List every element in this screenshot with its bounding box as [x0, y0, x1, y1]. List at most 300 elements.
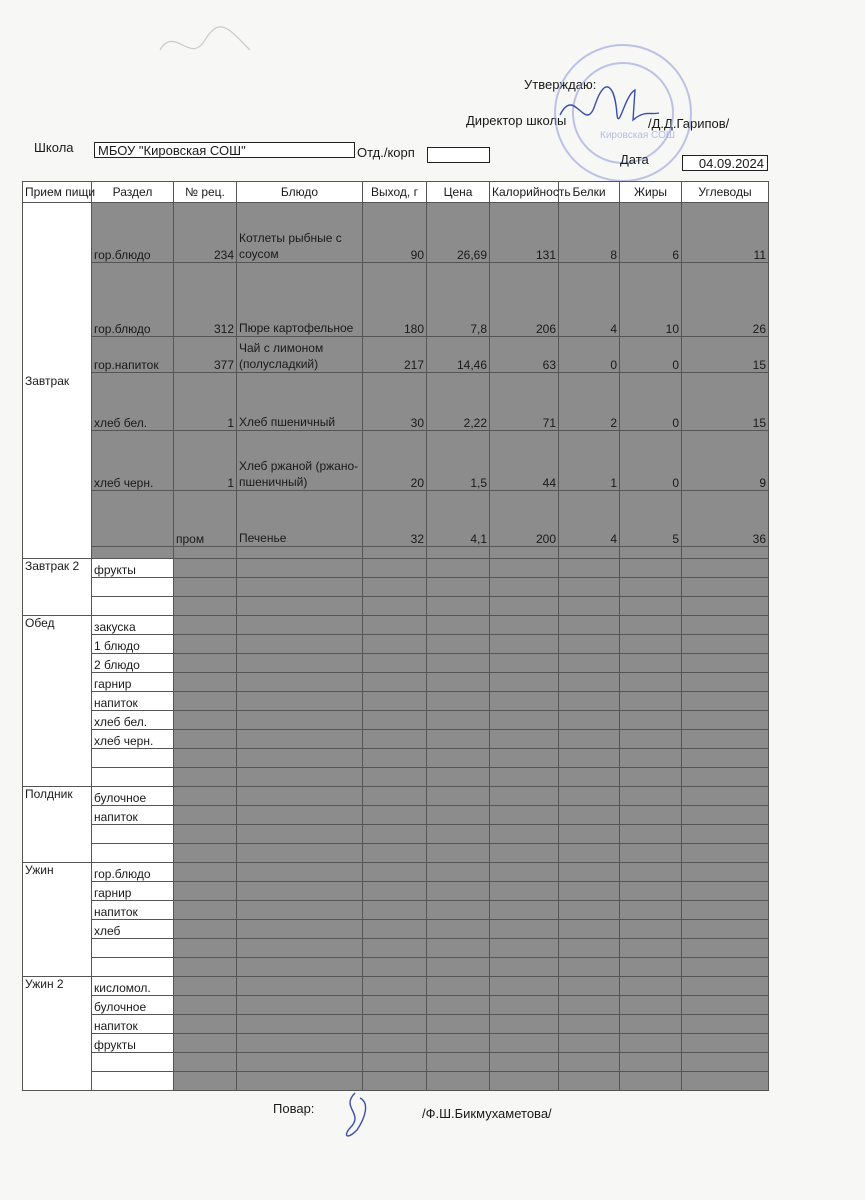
yield-cell: 20	[363, 431, 427, 491]
empty-cell	[427, 711, 490, 730]
empty-cell	[237, 901, 363, 920]
empty-cell	[559, 578, 620, 597]
recipe-cell: 1	[174, 373, 237, 431]
table-row	[23, 597, 769, 616]
faint-handwriting	[150, 20, 260, 70]
empty-cell	[237, 711, 363, 730]
table-row	[23, 787, 769, 806]
empty-cell	[363, 1053, 427, 1072]
carbs-cell: 36	[682, 491, 769, 547]
empty-cell	[427, 768, 490, 787]
empty-cell	[559, 882, 620, 901]
section-cell	[92, 958, 174, 977]
empty-cell	[620, 1015, 682, 1034]
empty-cell	[490, 1015, 559, 1034]
empty-cell	[174, 958, 237, 977]
section-cell: хлеб	[92, 920, 174, 939]
empty-cell	[237, 673, 363, 692]
kcal-cell: 71	[490, 373, 559, 431]
empty-cell	[237, 844, 363, 863]
protein-cell: 8	[559, 203, 620, 263]
empty-cell	[682, 1015, 769, 1034]
empty-cell	[559, 1034, 620, 1053]
empty-cell	[174, 578, 237, 597]
section-cell	[92, 825, 174, 844]
empty-cell	[559, 654, 620, 673]
dish-cell: Хлеб ржаной (ржано-пшеничный)	[237, 431, 363, 491]
empty-cell	[427, 559, 490, 578]
empty-cell	[559, 559, 620, 578]
table-row	[23, 578, 769, 597]
empty-cell	[174, 1053, 237, 1072]
approve-label: Утверждаю:	[524, 77, 597, 92]
section-cell: закуска	[92, 616, 174, 635]
empty-cell	[490, 597, 559, 616]
empty-cell	[490, 692, 559, 711]
price-cell: 2,22	[427, 373, 490, 431]
section-cell: булочное	[92, 996, 174, 1015]
empty-cell	[559, 920, 620, 939]
empty-cell	[174, 635, 237, 654]
section-cell: хлеб черн.	[92, 431, 174, 491]
empty-cell	[427, 787, 490, 806]
section-cell	[92, 597, 174, 616]
empty-cell	[620, 882, 682, 901]
table-row	[23, 431, 769, 491]
empty-cell	[427, 920, 490, 939]
fat-cell: 0	[620, 431, 682, 491]
section-cell: гарнир	[92, 882, 174, 901]
empty-cell	[559, 806, 620, 825]
empty-cell	[237, 863, 363, 882]
recipe-cell: 377	[174, 337, 237, 373]
recipe-cell: пром	[174, 491, 237, 547]
table-row	[23, 673, 769, 692]
empty-cell	[427, 692, 490, 711]
dish-cell: Печенье	[237, 491, 363, 547]
empty-cell	[682, 768, 769, 787]
table-row	[23, 977, 769, 996]
section-cell	[92, 1053, 174, 1072]
carbs-cell: 11	[682, 203, 769, 263]
empty-cell	[682, 920, 769, 939]
empty-cell	[559, 939, 620, 958]
empty-cell	[620, 692, 682, 711]
table-row	[23, 491, 769, 547]
empty-cell	[174, 901, 237, 920]
empty-cell	[427, 616, 490, 635]
carbs-cell: 26	[682, 263, 769, 337]
empty-cell	[620, 996, 682, 1015]
kcal-cell: 206	[490, 263, 559, 337]
empty-cell	[682, 1072, 769, 1091]
empty-cell	[427, 578, 490, 597]
empty-cell	[559, 597, 620, 616]
empty-cell	[620, 825, 682, 844]
empty-cell	[174, 749, 237, 768]
empty-cell	[363, 825, 427, 844]
empty-cell	[559, 844, 620, 863]
yield-cell: 90	[363, 203, 427, 263]
section-cell: напиток	[92, 901, 174, 920]
col-dish: Блюдо	[237, 182, 363, 203]
empty-cell	[363, 673, 427, 692]
empty-cell	[427, 1072, 490, 1091]
section-cell: 2 блюдо	[92, 654, 174, 673]
empty-cell	[363, 711, 427, 730]
empty-cell	[682, 977, 769, 996]
empty-cell	[237, 578, 363, 597]
empty-cell	[490, 730, 559, 749]
section-cell: 1 блюдо	[92, 635, 174, 654]
empty-cell	[237, 692, 363, 711]
price-cell: 4,1	[427, 491, 490, 547]
empty-cell	[620, 730, 682, 749]
empty-cell	[237, 749, 363, 768]
empty-cell	[490, 806, 559, 825]
fat-cell: 0	[620, 373, 682, 431]
empty-cell	[490, 635, 559, 654]
empty-cell	[490, 1053, 559, 1072]
empty-cell	[682, 673, 769, 692]
empty-cell	[237, 654, 363, 673]
protein-cell: 2	[559, 373, 620, 431]
empty-cell	[620, 1034, 682, 1053]
empty-cell	[682, 616, 769, 635]
empty-cell	[559, 977, 620, 996]
table-row	[23, 939, 769, 958]
empty-cell	[427, 654, 490, 673]
empty-cell	[237, 1034, 363, 1053]
empty-cell	[682, 559, 769, 578]
empty-cell	[559, 1053, 620, 1072]
empty-cell	[174, 559, 237, 578]
empty-cell	[237, 597, 363, 616]
empty-cell	[620, 768, 682, 787]
empty-cell	[620, 901, 682, 920]
col-kcal: Калорийность	[490, 182, 559, 203]
empty-cell	[363, 844, 427, 863]
empty-cell	[682, 597, 769, 616]
empty-cell	[490, 901, 559, 920]
section-cell: хлеб бел.	[92, 373, 174, 431]
table-row	[23, 844, 769, 863]
section-cell: напиток	[92, 806, 174, 825]
cook-signature	[335, 1088, 380, 1143]
empty-cell	[682, 749, 769, 768]
empty-cell	[363, 730, 427, 749]
table-row	[23, 901, 769, 920]
director-role: Директор школы	[466, 113, 567, 128]
empty-cell	[682, 958, 769, 977]
section-cell: напиток	[92, 1015, 174, 1034]
empty-cell	[620, 654, 682, 673]
empty-cell	[174, 597, 237, 616]
director-signature	[555, 75, 665, 145]
empty-cell	[490, 768, 559, 787]
table-row	[23, 203, 769, 263]
empty-cell	[237, 787, 363, 806]
yield-cell: 32	[363, 491, 427, 547]
empty-cell	[490, 616, 559, 635]
recipe-cell: 312	[174, 263, 237, 337]
empty-cell	[620, 635, 682, 654]
table-row	[23, 1015, 769, 1034]
empty-cell	[682, 635, 769, 654]
empty-cell	[490, 863, 559, 882]
empty-cell	[682, 939, 769, 958]
kcal-cell: 131	[490, 203, 559, 263]
empty-cell	[237, 768, 363, 787]
table-row	[23, 882, 769, 901]
empty-cell	[490, 654, 559, 673]
empty-cell	[174, 654, 237, 673]
empty-cell	[363, 939, 427, 958]
empty-cell	[559, 711, 620, 730]
empty-cell	[363, 996, 427, 1015]
table-row	[23, 616, 769, 635]
empty-cell	[620, 749, 682, 768]
svg-text:Кировская СОШ: Кировская СОШ	[600, 130, 676, 141]
empty-cell	[427, 996, 490, 1015]
yield-cell: 30	[363, 373, 427, 431]
empty-cell	[427, 806, 490, 825]
empty-cell	[363, 863, 427, 882]
table-row	[23, 958, 769, 977]
empty-cell	[620, 597, 682, 616]
carbs-cell: 15	[682, 337, 769, 373]
empty-cell	[682, 787, 769, 806]
empty-cell	[620, 863, 682, 882]
empty-cell	[490, 825, 559, 844]
empty-cell	[363, 559, 427, 578]
empty-cell	[237, 635, 363, 654]
empty-cell	[427, 635, 490, 654]
section-cell	[92, 491, 174, 547]
empty-cell	[490, 958, 559, 977]
empty-cell	[174, 768, 237, 787]
empty-cell	[237, 1053, 363, 1072]
table-row	[23, 263, 769, 337]
empty-cell	[682, 806, 769, 825]
empty-cell	[363, 616, 427, 635]
empty-cell	[620, 711, 682, 730]
empty-cell	[174, 996, 237, 1015]
empty-cell	[363, 977, 427, 996]
empty-cell	[559, 616, 620, 635]
empty-cell	[174, 863, 237, 882]
empty-cell	[363, 654, 427, 673]
meal-label: Ужин	[23, 863, 92, 977]
empty-cell	[682, 882, 769, 901]
empty-cell	[490, 882, 559, 901]
empty-cell	[363, 787, 427, 806]
empty-cell	[174, 844, 237, 863]
empty-cell	[490, 939, 559, 958]
empty-cell	[427, 749, 490, 768]
table-row	[23, 1034, 769, 1053]
empty-cell	[490, 711, 559, 730]
table-row	[23, 373, 769, 431]
empty-cell	[559, 825, 620, 844]
empty-cell	[490, 749, 559, 768]
empty-cell	[174, 939, 237, 958]
dept-field[interactable]	[427, 147, 490, 163]
empty-cell	[363, 882, 427, 901]
empty-cell	[620, 1053, 682, 1072]
empty-cell	[427, 958, 490, 977]
empty-cell	[682, 1053, 769, 1072]
meal-label: Завтрак 2	[23, 559, 92, 616]
table-row	[23, 547, 769, 559]
empty-cell	[620, 806, 682, 825]
empty-cell	[427, 977, 490, 996]
col-carbs: Углеводы	[682, 182, 769, 203]
empty-cell	[427, 901, 490, 920]
empty-cell	[682, 825, 769, 844]
empty-cell	[174, 1034, 237, 1053]
section-cell	[92, 578, 174, 597]
empty-cell	[237, 882, 363, 901]
date-label: Дата	[620, 152, 649, 167]
empty-cell	[427, 825, 490, 844]
empty-cell	[490, 787, 559, 806]
empty-cell	[559, 749, 620, 768]
table-row	[23, 337, 769, 373]
fat-cell: 5	[620, 491, 682, 547]
empty-cell	[237, 825, 363, 844]
section-cell: хлеб черн.	[92, 730, 174, 749]
section-cell: гор.блюдо	[92, 263, 174, 337]
empty-cell	[237, 730, 363, 749]
empty-cell	[682, 730, 769, 749]
price-cell: 7,8	[427, 263, 490, 337]
empty-cell	[559, 958, 620, 977]
empty-cell	[363, 578, 427, 597]
meal-label: Завтрак	[23, 203, 92, 559]
empty-cell	[237, 958, 363, 977]
empty-cell	[237, 939, 363, 958]
protein-cell: 4	[559, 263, 620, 337]
dish-cell: Пюре картофельное	[237, 263, 363, 337]
empty-cell	[237, 806, 363, 825]
empty-cell	[620, 844, 682, 863]
table-row	[23, 749, 769, 768]
dept-label: Отд./корп	[357, 145, 415, 160]
table-row	[23, 730, 769, 749]
school-label: Школа	[34, 140, 74, 155]
table-row	[23, 768, 769, 787]
section-cell: булочное	[92, 787, 174, 806]
empty-cell	[490, 1072, 559, 1091]
empty-cell	[620, 958, 682, 977]
dish-cell: Хлеб пшеничный	[237, 373, 363, 431]
protein-cell: 0	[559, 337, 620, 373]
fat-cell: 10	[620, 263, 682, 337]
empty-cell	[174, 787, 237, 806]
meal-label: Ужин 2	[23, 977, 92, 1091]
meal-label: Полдник	[23, 787, 92, 863]
date-field[interactable]: 04.09.2024	[682, 155, 768, 171]
kcal-cell: 44	[490, 431, 559, 491]
empty-cell	[427, 882, 490, 901]
dish-cell: Котлеты рыбные с соусом	[237, 203, 363, 263]
empty-cell	[237, 559, 363, 578]
yield-cell: 180	[363, 263, 427, 337]
meal-label: Обед	[23, 616, 92, 787]
empty-cell	[490, 559, 559, 578]
recipe-cell: 1	[174, 431, 237, 491]
empty-cell	[174, 920, 237, 939]
carbs-cell: 15	[682, 373, 769, 431]
empty-cell	[174, 977, 237, 996]
col-meal: Прием пищи	[23, 182, 92, 203]
empty-cell	[363, 1015, 427, 1034]
empty-cell	[363, 597, 427, 616]
empty-cell	[620, 977, 682, 996]
empty-cell	[363, 692, 427, 711]
empty-cell	[427, 673, 490, 692]
table-row	[23, 654, 769, 673]
empty-cell	[363, 635, 427, 654]
carbs-cell: 9	[682, 431, 769, 491]
empty-cell	[427, 939, 490, 958]
empty-cell	[620, 559, 682, 578]
empty-cell	[427, 1015, 490, 1034]
section-cell: гор.блюдо	[92, 203, 174, 263]
section-cell	[92, 844, 174, 863]
empty-cell	[559, 787, 620, 806]
col-price: Цена	[427, 182, 490, 203]
empty-cell	[363, 749, 427, 768]
price-cell: 26,69	[427, 203, 490, 263]
empty-cell	[559, 863, 620, 882]
empty-cell	[559, 1072, 620, 1091]
empty-cell	[620, 939, 682, 958]
school-field[interactable]: МБОУ "Кировская СОШ"	[94, 142, 355, 158]
empty-cell	[490, 977, 559, 996]
empty-cell	[174, 711, 237, 730]
empty-cell	[174, 616, 237, 635]
empty-cell	[620, 1072, 682, 1091]
section-cell	[92, 749, 174, 768]
empty-cell	[490, 844, 559, 863]
empty-cell	[427, 1034, 490, 1053]
menu-table	[22, 181, 769, 1091]
empty-cell	[490, 996, 559, 1015]
empty-cell	[682, 578, 769, 597]
section-cell: фрукты	[92, 559, 174, 578]
empty-cell	[237, 996, 363, 1015]
price-cell: 14,46	[427, 337, 490, 373]
section-cell: гарнир	[92, 673, 174, 692]
table-row	[23, 711, 769, 730]
director-name: /Д.Д.Гарипов/	[648, 116, 730, 131]
empty-cell	[490, 673, 559, 692]
empty-cell	[682, 1034, 769, 1053]
yield-cell: 217	[363, 337, 427, 373]
kcal-cell: 63	[490, 337, 559, 373]
empty-cell	[174, 882, 237, 901]
col-protein: Белки	[559, 182, 620, 203]
col-yield: Выход, г	[363, 182, 427, 203]
empty-cell	[490, 578, 559, 597]
empty-cell	[682, 711, 769, 730]
section-cell: гор.напиток	[92, 337, 174, 373]
empty-cell	[559, 996, 620, 1015]
empty-cell	[237, 616, 363, 635]
empty-cell	[682, 863, 769, 882]
